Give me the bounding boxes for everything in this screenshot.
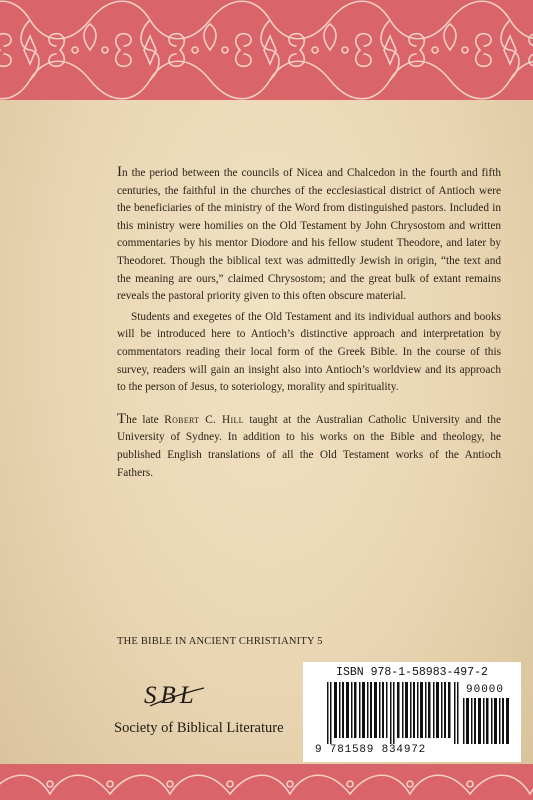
sbl-logo-text: SBL [144,682,198,709]
logo-flourish-icon [148,686,206,708]
barcode-digits: 9 781589 834972 [315,744,427,756]
dropcap-t: T [117,410,127,427]
series-title: THE BIBLE IN ANCIENT CHRISTIANITY 5 [117,636,323,647]
author-bio [117,411,501,482]
bottom-ornamental-band [0,764,533,800]
addon-barcode-bars [463,698,511,744]
ean-barcode-bars [327,682,459,744]
blurb-paragraph-2: Students and exegetes of the Old Testament and its individual authors and books will be introduced here to Antioch’s distinctive approach and interpretation by commentators reading their local form of the Greek Bible. In the course of this survey, readers will gain an insight also into Antioch’s worldview and its approach to the person of Jesus, to soteriology, morality and spirituality. [117,310,501,394]
sbl-logo-mark [144,682,198,710]
publisher-logo [114,682,314,752]
ornament-pattern-bottom [0,764,533,800]
author-name: Robert C. Hill [164,413,244,426]
bio-lead: he late [126,413,165,426]
blurb-paragraph-1 [117,164,501,306]
blurb [117,164,501,482]
publisher-name: Society of Biblical Literature [114,720,284,736]
isbn-label: ISBN 978-1-58983-497-2 [336,666,488,679]
dropcap-i: I [117,164,122,180]
price-code: 90000 [466,684,505,696]
bio-text: taught at the Australian Catholic University and the University of Sydney. In addition to his works on the Bible and theology, he published English translations of all the Old Testament works of the Antioch Fathers. [117,413,501,479]
barcode [303,662,521,762]
top-ornamental-band [0,0,533,100]
ornament-pattern-top [0,0,533,100]
paragraph-1-text: n the period between the councils of Nicea and Chalcedon in the fourth and fifth centuries, the faithful in the churches of the ecclesiastical district of Antioch were the beneficiaries of the ministry of the Word from distinguished pastors. Included in this ministry were homilies on the Old Testament by John Chrysostom and written commentaries by his mentor Diodore and his fellow student Theodore, and later by Theodoret. Though the biblical text was admittedly Jewish in origin, “the text and the meaning are ours,” claimed Chrysostom; and the great bulk of extant remains reveals the pastoral priority given to this often obscure material. [117,167,501,303]
